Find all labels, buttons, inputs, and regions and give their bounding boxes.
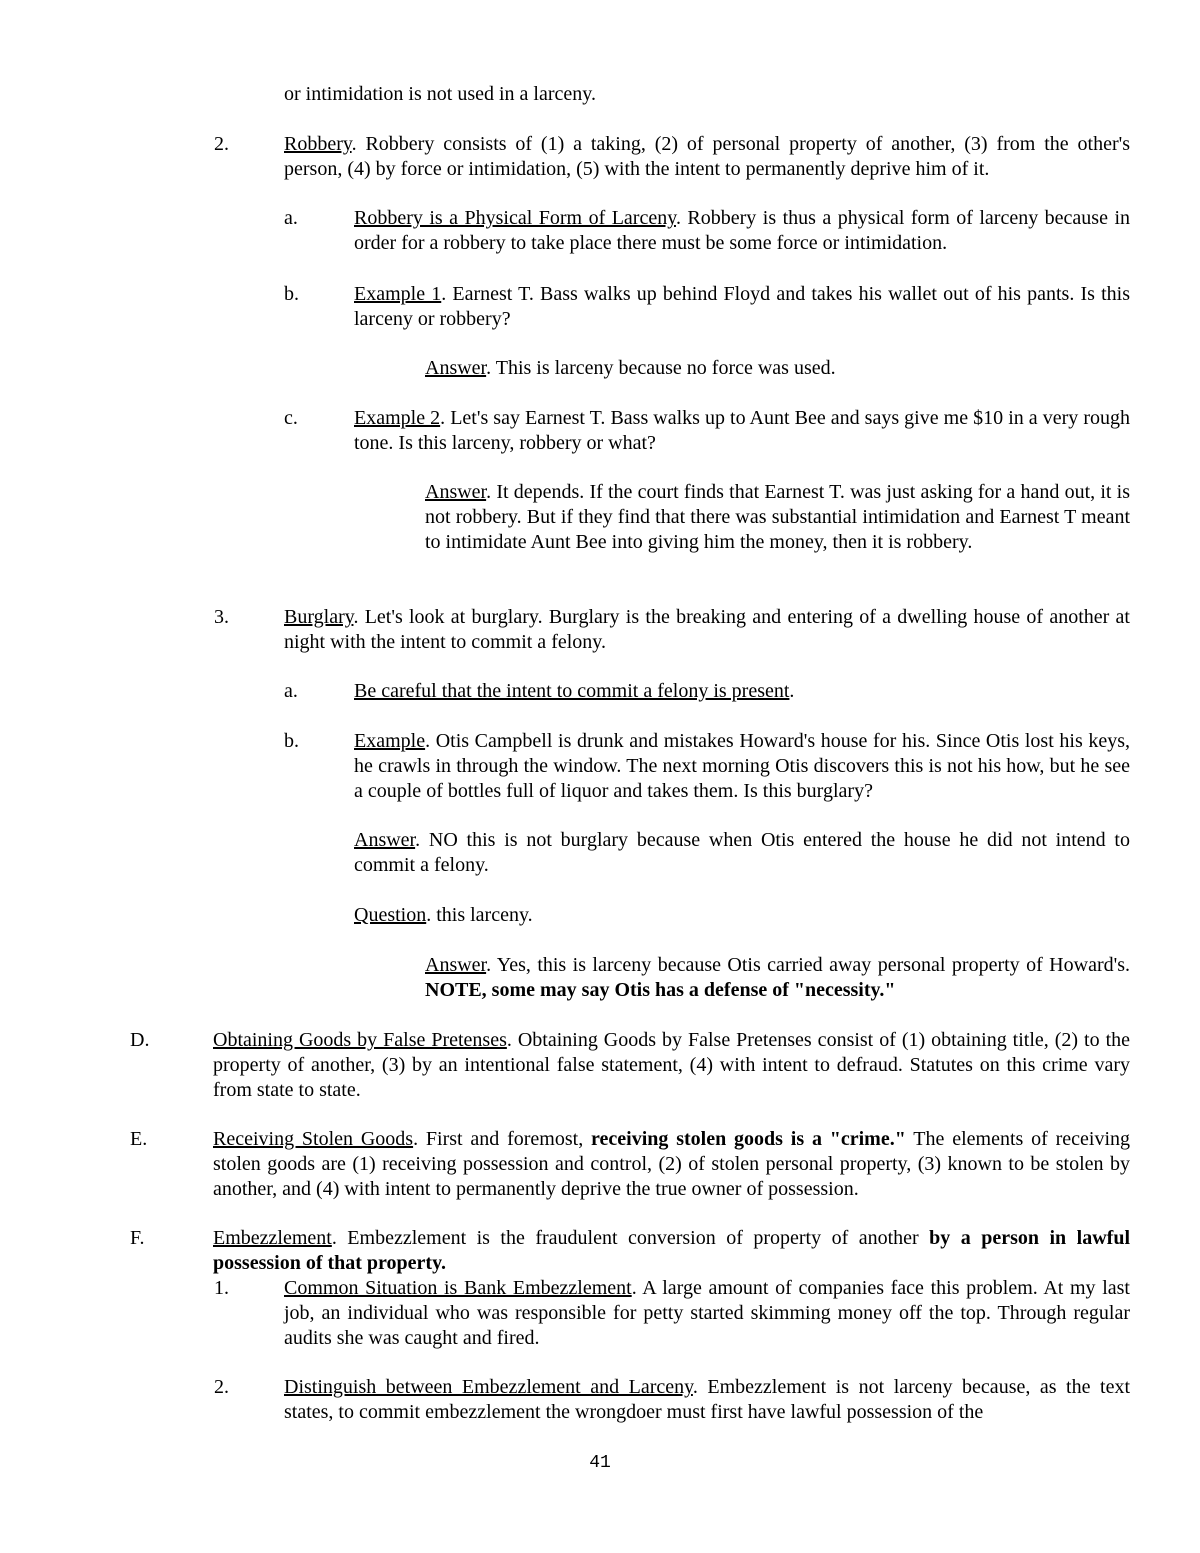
paragraph-continuation: [284, 82, 1130, 107]
page-number: 41: [589, 1453, 611, 1473]
answer-label: Answer: [425, 357, 487, 379]
emphasis-bold: receiving stolen goods is a "crime.": [591, 1128, 906, 1150]
item-marker: 3.: [214, 606, 229, 628]
item-marker: b.: [284, 283, 299, 305]
item-marker: c.: [284, 407, 298, 429]
subheading: Example 2: [354, 407, 441, 429]
item-bank-embezzlement: [284, 1276, 1130, 1351]
heading-robbery: Robbery: [284, 133, 352, 155]
paragraph-text: . Earnest T. Bass walks up behind Floyd and takes his wallet out of his pants. Is this larceny or robbery?: [354, 283, 1130, 330]
answer-example-2: [425, 480, 1130, 555]
item-example-1: [354, 282, 1130, 332]
item-embezzlement: [213, 1226, 1130, 1276]
paragraph-text: . this larceny.: [426, 904, 533, 926]
subheading: Example 1: [354, 283, 442, 305]
note-bold: NOTE, some may say Otis has a defense of "necessity.": [425, 979, 896, 1001]
item-robbery-physical-form: [354, 206, 1130, 256]
paragraph-text: . Robbery consists of (1) a taking, (2) of personal property of another, (3) from the other's person, (4) by force or intimidation, (5) with the intent to permanently deprive him of it.: [284, 133, 1130, 180]
answer-burglary-example: [354, 828, 1130, 878]
emphasis-bold: by a person in lawful possession of that property.: [213, 1227, 1130, 1274]
paragraph-text: . First and foremost,: [413, 1128, 592, 1150]
heading-receiving-stolen-goods: Receiving Stolen Goods: [213, 1128, 414, 1150]
paragraph-text: . Embezzlement is not larceny because, as the text states, to commit embezzlement the wrongdoer must first have lawful possession of the: [284, 1376, 1130, 1423]
paragraph-text: . Embezzlement is the fraudulent conversion of property of another: [331, 1227, 930, 1249]
item-marker: D.: [130, 1029, 150, 1051]
subheading: Distinguish between Embezzlement and Larceny: [284, 1376, 693, 1398]
item-marker: a.: [284, 680, 298, 702]
paragraph-text: . Obtaining Goods by False Pretenses consist of (1) obtaining title, (2) to the property of another, (3) by an intentional false statement, (4) with intent to defraud. Statutes on this crime vary from state to state.: [213, 1029, 1130, 1101]
subheading: Be careful that the intent to commit a felony is present: [354, 680, 790, 702]
item-robbery: [284, 132, 1130, 182]
heading-burglary: Burglary: [284, 606, 354, 628]
item-marker: E.: [130, 1128, 148, 1150]
paragraph-text: . NO this is not burglary because when Otis entered the house he did not intend to commit a felony.: [354, 829, 1130, 876]
item-marker: a.: [284, 207, 298, 229]
item-receiving-stolen-goods: [213, 1127, 1130, 1202]
paragraph-text: or intimidation is not used in a larceny.: [284, 83, 596, 105]
item-intent-present: [354, 679, 1130, 704]
answer-label: Answer: [425, 954, 487, 976]
item-burglary-example: [354, 729, 1130, 804]
subheading: Example: [354, 730, 426, 752]
item-marker: 2.: [214, 1376, 229, 1398]
item-distinguish-embezzlement-larceny: [284, 1375, 1130, 1425]
paragraph-text: The elements of receiving stolen goods are (1) receiving possession and control, (2) of stolen personal property, (3) known to be stolen by another, and (4) with intent to permanently deprive the true owner of possession.: [213, 1128, 1130, 1200]
answer-label: Answer: [425, 481, 487, 503]
item-example-2: [354, 406, 1130, 456]
answer-label: Answer: [354, 829, 416, 851]
paragraph-text: . Otis Campbell is drunk and mistakes Howard's house for his. Since Otis lost his keys, he crawls in through the window. The next morning Otis discovers this is not his how, but he see a couple of bottles full of liquor and takes them. Is this burglary?: [354, 730, 1130, 802]
item-burglary: [284, 605, 1130, 655]
paragraph-text: . This is larceny because no force was used.: [486, 357, 836, 379]
paragraph-text: . A large amount of companies face this problem. At my last job, an individual who was responsible for petty started skimming money off the top. Through regular audits she was caught and fired.: [284, 1277, 1130, 1349]
item-marker: 2.: [214, 133, 229, 155]
subheading: Common Situation is Bank Embezzlement: [284, 1277, 632, 1299]
heading-false-pretenses: Obtaining Goods by False Pretenses: [213, 1029, 507, 1051]
subheading: Robbery is a Physical Form of Larceny: [354, 207, 676, 229]
heading-embezzlement: Embezzlement: [213, 1227, 332, 1249]
item-marker: 1.: [214, 1277, 229, 1299]
question-larceny: [354, 903, 1130, 928]
paragraph-text: . Robbery is thus a physical form of larceny because in order for a robbery to take place there must be some force or intimidation.: [354, 207, 1130, 254]
answer-example-1: [425, 356, 1130, 381]
paragraph-text: . It depends. If the court finds that Earnest T. was just asking for a hand out, it is not robbery. But if they find that there was substantial intimidation and Earnest T meant to intimidate Aunt Bee into giving him the money, then it is robbery.: [425, 481, 1130, 553]
paragraph-text: . Let's say Earnest T. Bass walks up to Aunt Bee and says give me $10 in a very rough tone. Is this larceny, robbery or what?: [354, 407, 1130, 454]
item-false-pretenses: [213, 1028, 1130, 1103]
paragraph-text: . Yes, this is larceny because Otis carried away personal property of Howard's.: [486, 954, 1130, 976]
question-label: Question: [354, 904, 427, 926]
paragraph-text: . Let's look at burglary. Burglary is the breaking and entering of a dwelling house of another at night with the intent to commit a felony.: [284, 606, 1130, 653]
item-marker: b.: [284, 730, 299, 752]
answer-question-larceny: [425, 953, 1130, 1003]
paragraph-text: .: [789, 680, 795, 702]
item-marker: F.: [130, 1227, 145, 1249]
